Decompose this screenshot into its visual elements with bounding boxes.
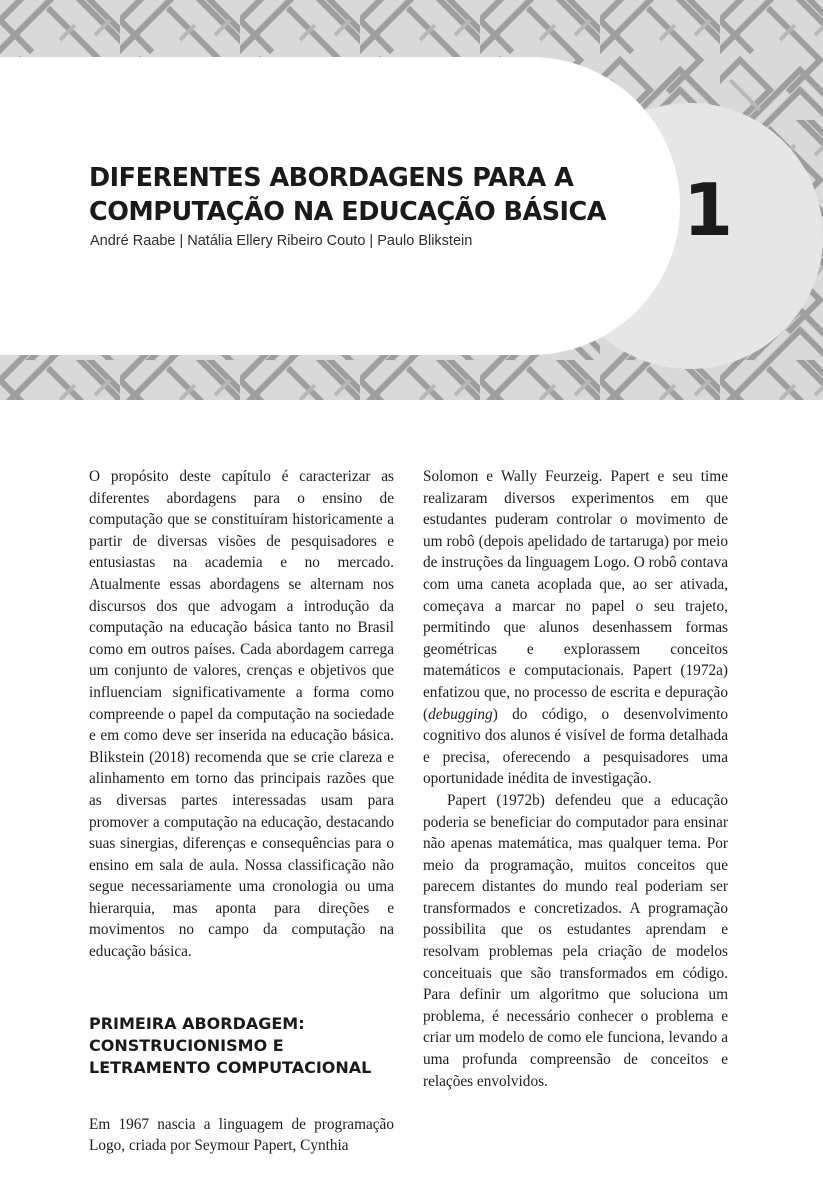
chapter-banner <box>0 0 823 400</box>
section-heading-line-1: PRIMEIRA ABORDAGEM: <box>89 1013 305 1033</box>
chapter-title-line-1: DIFERENTES ABORDAGENS PARA A <box>89 163 574 193</box>
intro-paragraph: O propósito deste capítulo é caracterizar as diferentes abordagens para o ensino de computação que se constituíram historicamente a partir de diversas visões de pesquisadores e entusiastas na academia e no mercado. Atualmente essas abordagens se alternam nos discursos dos que advogam a introdução da computação na educação básica tanto no Brasil como em outros países. Cada abordagem carrega um conjunto de valores, crenças e objetivos que influenciam significativamente a forma como compreende o papel da computação na sociedade e em como deve ser inserida na educação básica. Blikstein (2018) recomenda que se crie clareza e alinhamento em torno das principais razões que as diversas partes interessadas usam para promover a computação na educação, destacando suas sinergias, diferenças e consequências para o ensino em sala de aula. Nossa classificação não segue necessariamente uma cronologia ou uma hierarquia, mas aponta para direções e movimentos no campo da computação na educação básica. <box>89 468 394 961</box>
section-heading-line-2: CONSTRUCIONISMO E <box>89 1035 284 1055</box>
chapter-title-line-2: COMPUTAÇÃO NA EDUCAÇÃO BÁSICA <box>89 197 606 227</box>
papert-paragraph: Papert (1972b) defendeu que a educação poderia se beneficiar do computador para ensinar não apenas matemática, mas qualquer tema. Por meio da programação, muitos conceitos que parecem distantes do mundo real poderiam ser transformados e concretizados. A programação possibilita que os estudantes aprendam e resolvam problemas pela criação de modelos conceituais que são transformados em código. Para definir um algoritmo que soluciona um problema, é necessário conhecer o problema e criar um modelo de como ele funciona, levando a uma profunda compreensão de conceitos e relações envolvidos. <box>423 791 728 1090</box>
section-heading-line-3: LETRAMENTO COMPUTACIONAL <box>89 1057 372 1077</box>
section-heading <box>89 1013 394 1079</box>
chapter-number: 1 <box>682 168 734 252</box>
left-column <box>89 466 394 1157</box>
section-paragraph-continued <box>423 466 728 790</box>
chapter-authors: André Raabe | Natália Ellery Ribeiro Couto | Paulo Blikstein <box>90 233 473 249</box>
section-paragraph-start: Em 1967 nascia a linguagem de programação Logo, criada por Seymour Papert, Cynthia <box>89 1115 394 1155</box>
paragraph-text-part-1: Solomon e Wally Feurzeig. Papert e seu time realizaram diversos experimentos em que estudantes puderam controlar o movimento de um robô (depois apelidado de tartaruga) por meio de instruções da linguagem Logo. O robô contava com uma caneta acoplada que, ao ser ativada, começava a marcar no papel o seu trajeto, permitindo que alunos desenhassem formas geométricas e explorassem conceitos matemáticos e computacionais. Papert (1972a) enfatizou que, no processo de escrita e depuração ( <box>423 468 729 723</box>
right-column <box>423 466 728 1092</box>
emphasis-term: debugging <box>428 705 493 723</box>
paragraph-text-part-2: ) do código, o desenvolvimento cognitivo dos alunos é visível de forma detalhada e precisa, oferecendo a pesquisadores uma oportunidade inédita de investigação. <box>423 705 728 788</box>
chapter-title <box>89 161 649 229</box>
